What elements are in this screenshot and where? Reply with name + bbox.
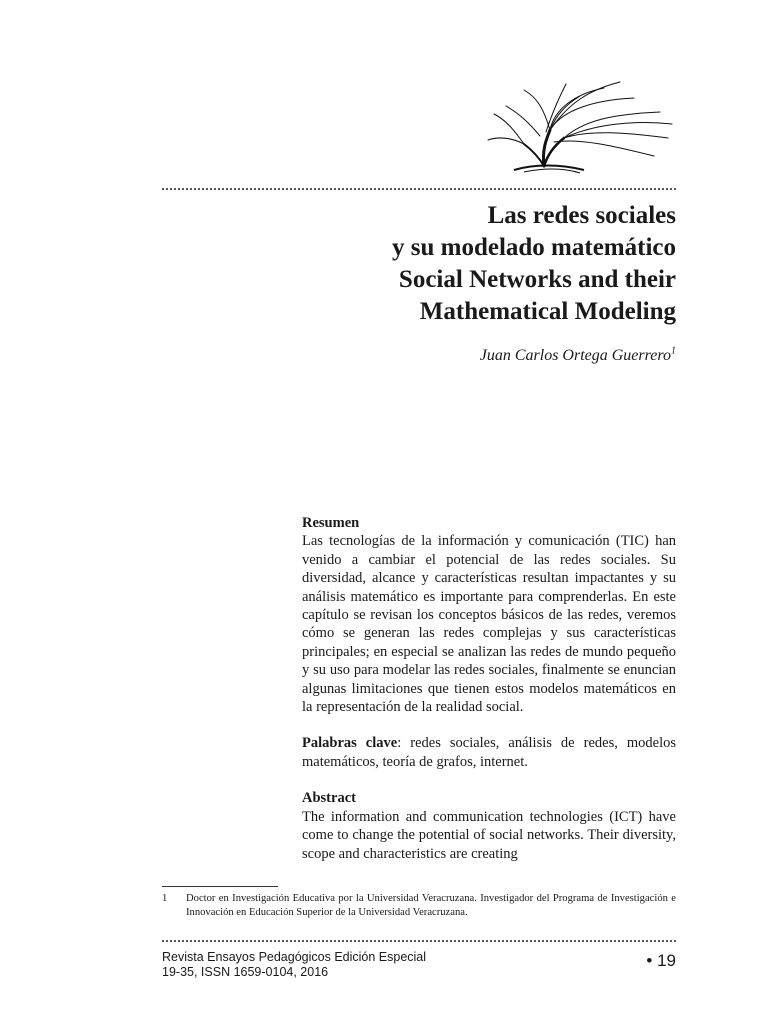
footnote-text: Doctor en Investigación Educativa por la Universidad Veracruzana. Investigador del Programa de Investigación e Innovación en Educación Superior de la Universidad Veracruzana.	[186, 893, 676, 918]
author-name: Juan Carlos Ortega Guerrero	[479, 347, 671, 364]
title-line: Mathematical Modeling	[419, 298, 676, 325]
keywords-text: : redes sociales, análisis de redes, modelos matemáticos, teoría de grafos, internet.	[302, 735, 676, 770]
page-footer	[162, 950, 676, 980]
resumen-heading: Resumen	[302, 515, 360, 531]
footer-issue-line: 19-35, ISSN 1659-0104, 2016	[162, 965, 329, 979]
resumen-body: Las tecnologías de la información y comunicación (TIC) han venido a cambiar el potencial de las redes sociales. Su diversidad, alcance y características resultan impactantes y su análisis matemático es importante para comprenderlas. En este capítulo se revisan los conceptos básicos de las redes, veremos cómo se generan las redes complejas y sus características principales; en especial se analizan las redes de mundo pequeño y su uso para modelar las redes sociales, finalmente se enuncian algunas limitaciones que tienen estos modelos matemáticos en la representación de la realidad social.	[302, 533, 676, 716]
article-title	[196, 200, 676, 328]
footnote-rule	[162, 886, 278, 887]
title-line: Social Networks and their	[398, 266, 676, 293]
tree-illustration	[484, 80, 676, 184]
page-number: • 19	[646, 951, 676, 970]
keywords-label: Palabras clave	[302, 735, 398, 752]
keywords-paragraph	[302, 734, 676, 771]
top-dotted-divider	[162, 188, 676, 190]
abstract-body: The information and communication technologies (ICT) have come to change the potential of social networks. Their diversity, scope and characteristics are creating	[302, 808, 676, 862]
abstract-column	[302, 514, 676, 863]
abstract-heading: Abstract	[302, 790, 356, 807]
author-byline	[480, 347, 676, 365]
footnote	[162, 892, 676, 920]
bottom-dotted-divider	[162, 940, 676, 942]
title-line: Las redes sociales	[487, 202, 676, 229]
title-line: y su modelado matemático	[392, 234, 676, 261]
author-footnote-mark: 1	[671, 345, 676, 357]
footnote-number: 1	[162, 893, 168, 904]
footer-journal-line: Revista Ensayos Pedagógicos Edición Especial	[162, 950, 427, 964]
